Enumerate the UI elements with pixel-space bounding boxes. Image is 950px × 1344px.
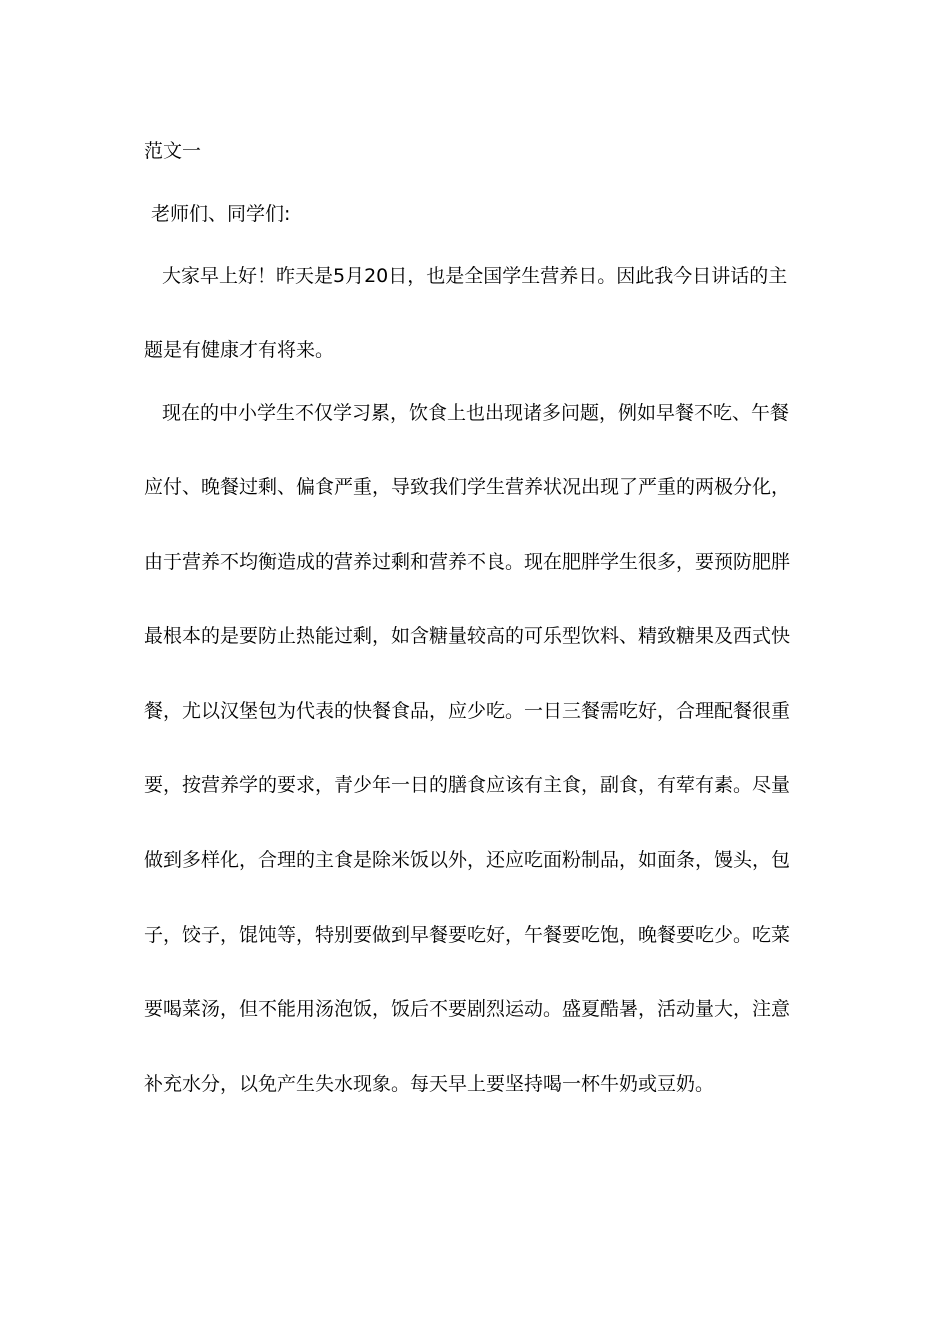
salutation: 老师们、同学们: bbox=[151, 203, 291, 225]
paragraph-line-7: 餐，尤以汉堡包为代表的快餐食品，应少吃。一日三餐需吃好，合理配餐很重 bbox=[144, 700, 791, 722]
paragraph-line-3: 现在的中小学生不仅学习累，饮食上也出现诸多问题，例如早餐不吃、午餐 bbox=[162, 402, 790, 424]
paragraph-line-12: 补充水分，以免产生失水现象。每天早上要坚持喝一杯牛奶或豆奶。 bbox=[144, 1073, 715, 1095]
paragraph-line-9: 做到多样化，合理的主食是除米饭以外，还应吃面粉制品，如面条，馒头，包 bbox=[144, 849, 791, 871]
paragraph-line-6: 最根本的是要防止热能过剩，如含糖量较高的可乐型饮料、精致糖果及西式快 bbox=[144, 625, 791, 647]
paragraph-line-8: 要，按营养学的要求，青少年一日的膳食应该有主食，副食，有荤有素。尽量 bbox=[144, 774, 791, 796]
paragraph-line-2: 题是有健康才有将来。 bbox=[144, 339, 335, 361]
paragraph-line-11: 要喝菜汤，但不能用汤泡饭，饭后不要剧烈运动。盛夏酷暑，活动量大，注意 bbox=[144, 998, 791, 1020]
paragraph-line-5: 由于营养不均衡造成的营养过剩和营养不良。现在肥胖学生很多，要预防肥胖 bbox=[144, 551, 791, 573]
paragraph-line-10: 子，饺子，馄饨等，特别要做到早餐要吃好，午餐要吃饱，晚餐要吃少。吃菜 bbox=[144, 924, 791, 946]
paragraph-line-4: 应付、晚餐过剩、偏食严重，导致我们学生营养状况出现了严重的两极分化， bbox=[144, 476, 791, 498]
paragraph-line-1: 大家早上好！昨天是5月20日，也是全国学生营养日。因此我今日讲话的主 bbox=[162, 265, 788, 287]
document-heading: 范文一 bbox=[144, 140, 202, 162]
